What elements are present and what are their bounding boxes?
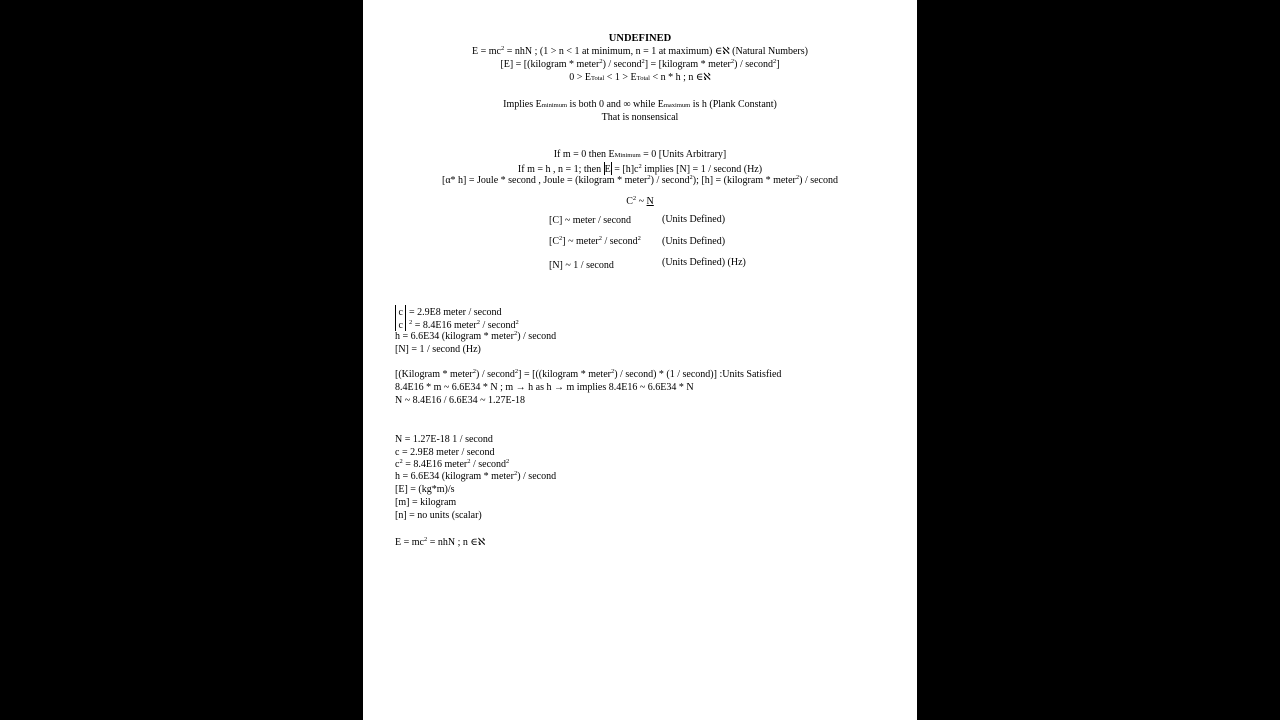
implication-line: Implies Eminimum is both 0 and ∞ while Emaximum is h (Plank Constant) bbox=[503, 99, 777, 110]
document-page bbox=[363, 0, 917, 720]
conclusion-line: That is nonsensical bbox=[601, 112, 679, 123]
units-line: [E] = [(kilogram * meter$^2$) / second$^2$] = [kilogram * meter$^2$) / second$^2$] bbox=[500, 58, 780, 70]
inequality-line: 0 > ETotal < 1 > ETotal < n * h ; n ∈ℵ bbox=[569, 72, 711, 83]
derivation-line: N ~ 8.4E16 / 6.6E34 ~ 1.27E-18 bbox=[395, 395, 525, 406]
unit-note: (Units Defined) bbox=[662, 214, 726, 225]
value-line: c = 2.9E8 meter / second bbox=[395, 305, 502, 319]
proportion-line: $C^2$ ~ N bbox=[626, 195, 654, 207]
derivation-line: [(Kilogram * meter$^2$) / second$^2$] = [((kilogram * meter$^2$) / second) * (1 / second)] :Units Satisfied bbox=[395, 368, 782, 380]
abs-bar bbox=[395, 305, 396, 318]
unit-def: [N] ~ 1 / second bbox=[549, 260, 614, 271]
value-line: c $^2$ = 8.4E16 meter$^2$ / second$^2$ bbox=[395, 318, 519, 332]
summary-line: [E] = (kg*m)/s bbox=[395, 484, 455, 495]
summary-line: N = 1.27E-18 1 / second bbox=[395, 434, 493, 445]
value-line: h = 6.6E34 (kilogram * meter$^2$) / second bbox=[395, 330, 557, 342]
summary-line: [n] = no units (scalar) bbox=[395, 510, 482, 521]
summary-line: c = 2.9E8 meter / second bbox=[395, 447, 495, 458]
unit-note: (Units Defined) bbox=[662, 236, 726, 247]
value-line: [N] = 1 / second (Hz) bbox=[395, 344, 481, 355]
unit-note: (Units Defined) (Hz) bbox=[662, 257, 746, 268]
unit-def: $[C^2]$ ~ meter$^2$ / second$^2$ bbox=[549, 235, 641, 247]
derivation-line: 8.4E16 * m ~ 6.6E34 * N ; m → h as h → m implies 8.4E16 ~ 6.6E34 * N bbox=[395, 382, 694, 393]
summary-line: [m] = kilogram bbox=[395, 497, 457, 508]
abs-bar bbox=[405, 318, 406, 331]
document-title: UNDEFINED bbox=[608, 33, 672, 44]
condition-line: If m = h , n = 1; then $E = [h]c^2$ implies [N] = 1 / second (Hz) bbox=[517, 163, 763, 175]
unit-def: [C] ~ meter / second bbox=[549, 215, 632, 226]
joule-line: [α* h] = Joule * second , Joule = (kilogram * meter$^2$) / second$^2$); [h] = (kilogram * meter$^2$) / second bbox=[441, 174, 838, 186]
condition-line: If m = 0 then EMinimum = 0 [Units Arbitrary] bbox=[553, 149, 727, 160]
summary-line: $c^2 = 8.4E16$ meter$^2$ / second$^2$ bbox=[395, 458, 510, 470]
equation-line: $E = mc^2$ = nhN ; (1 > n < 1 at minimum, n = 1 at maximum) ∈ℵ (Natural Numbers) bbox=[472, 45, 808, 57]
abs-bar bbox=[395, 318, 396, 331]
summary-line: h = 6.6E34 (kilogram * meter$^2$) / second bbox=[395, 470, 557, 482]
final-equation: $E = mc^2$ = nhN ; n ∈ℵ bbox=[395, 536, 486, 548]
